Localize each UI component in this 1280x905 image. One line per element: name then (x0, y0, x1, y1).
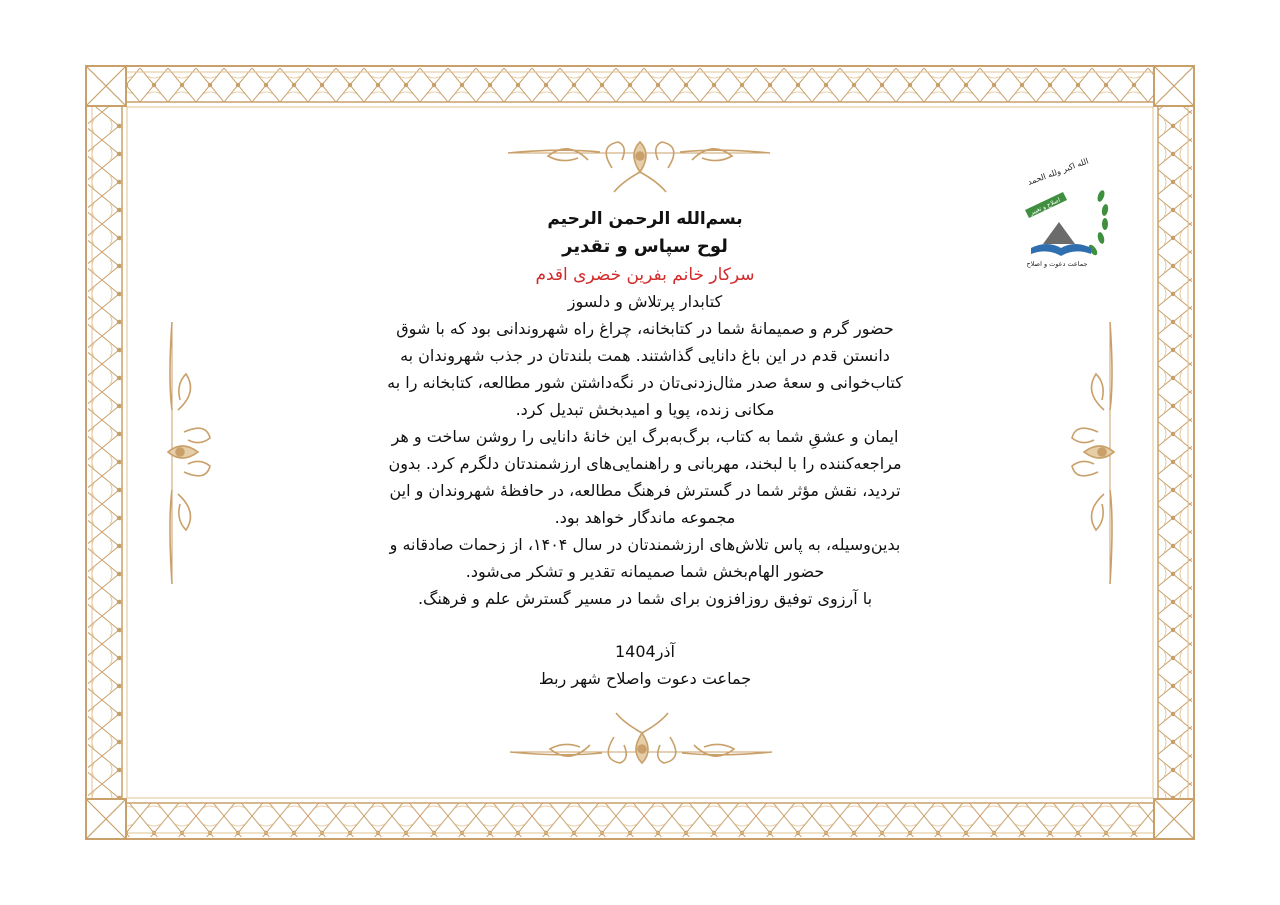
body-line: حضور الهام‌بخش شما صمیمانه تقدیر و تشکر می‌شود. (465, 562, 825, 581)
logo-book (1031, 244, 1091, 256)
organization-logo (1003, 152, 1115, 274)
ornament-left (168, 322, 210, 584)
ornament-bottom (510, 713, 772, 763)
logo-mountain (1043, 222, 1075, 244)
body-line: ایمان و عشقِ شما به کتاب، برگ‌به‌برگ این خانهٔ دانایی را روشن ساخت و هر (391, 427, 899, 446)
logo-bottom-text: جماعت دعوت و اصلاح (1026, 260, 1088, 268)
issue-date: آذر1404 (614, 642, 675, 661)
logo-wheat (1087, 189, 1109, 256)
certificate-title: لوح سپاس و تقدیر (562, 236, 728, 257)
issuing-organization: جماعت دعوت واصلاح شهر ربط (538, 669, 752, 688)
body-line: مراجعه‌کننده را با لبخند، مهربانی و راهنمایی‌های ارزشمندتان دلگرم کرد. بدون (388, 454, 902, 473)
certificate-content (300, 205, 990, 692)
body-line: بدین‌وسیله، به پاس تلاش‌های ارزشمندتان در سال ۱۴۰۴، از زحمات صادقانه و (389, 535, 901, 554)
ornament-right (1072, 322, 1114, 584)
frame-band-bottom (108, 803, 1172, 837)
frame-band-top (108, 68, 1172, 102)
spacer (300, 612, 990, 638)
body-line: با آرزوی توفیق روزافزون برای شما در مسیر گسترش علم و فرهنگ. (417, 589, 873, 608)
recipient-name: سرکار خانم بفرین خضری اقدم (535, 265, 755, 285)
body-line: مجموعه ماندگار خواهد بود. (554, 508, 736, 527)
frame-band-right (1158, 102, 1192, 803)
body-line: دانستن قدم در این باغ دانایی گذاشتند. همت بلندتان در جذب شهروندان به (400, 346, 890, 365)
frame-band-left (88, 102, 122, 803)
body-line: حضور گرم و صمیمانهٔ شما در کتابخانه، چراغ راه شهروندانی بود که با شوق (396, 319, 894, 338)
ornament-top (508, 142, 770, 192)
body-line: مکانی زنده، پویا و امیدبخش تبدیل کرد. (515, 400, 775, 419)
body-line: کتاب‌خوانی و سعهٔ صدر مثال‌زدنی‌تان در نگه‌داشتن شور مطالعه، کتابخانه را به (387, 373, 903, 392)
logo-top-text: الله اکبر ولله الحمد (1026, 156, 1090, 187)
body-line: تردید، نقش مؤثر شما در گسترش فرهنگ مطالعه، در حافظهٔ شهروندان و این (389, 481, 901, 500)
logo-ribbon-text: اصلاح و تغییر (1029, 196, 1062, 217)
bismillah: بسم‌الله الرحمن الرحیم (547, 209, 743, 229)
recipient-role: کتابدار پرتلاش و دلسوز (567, 292, 723, 311)
